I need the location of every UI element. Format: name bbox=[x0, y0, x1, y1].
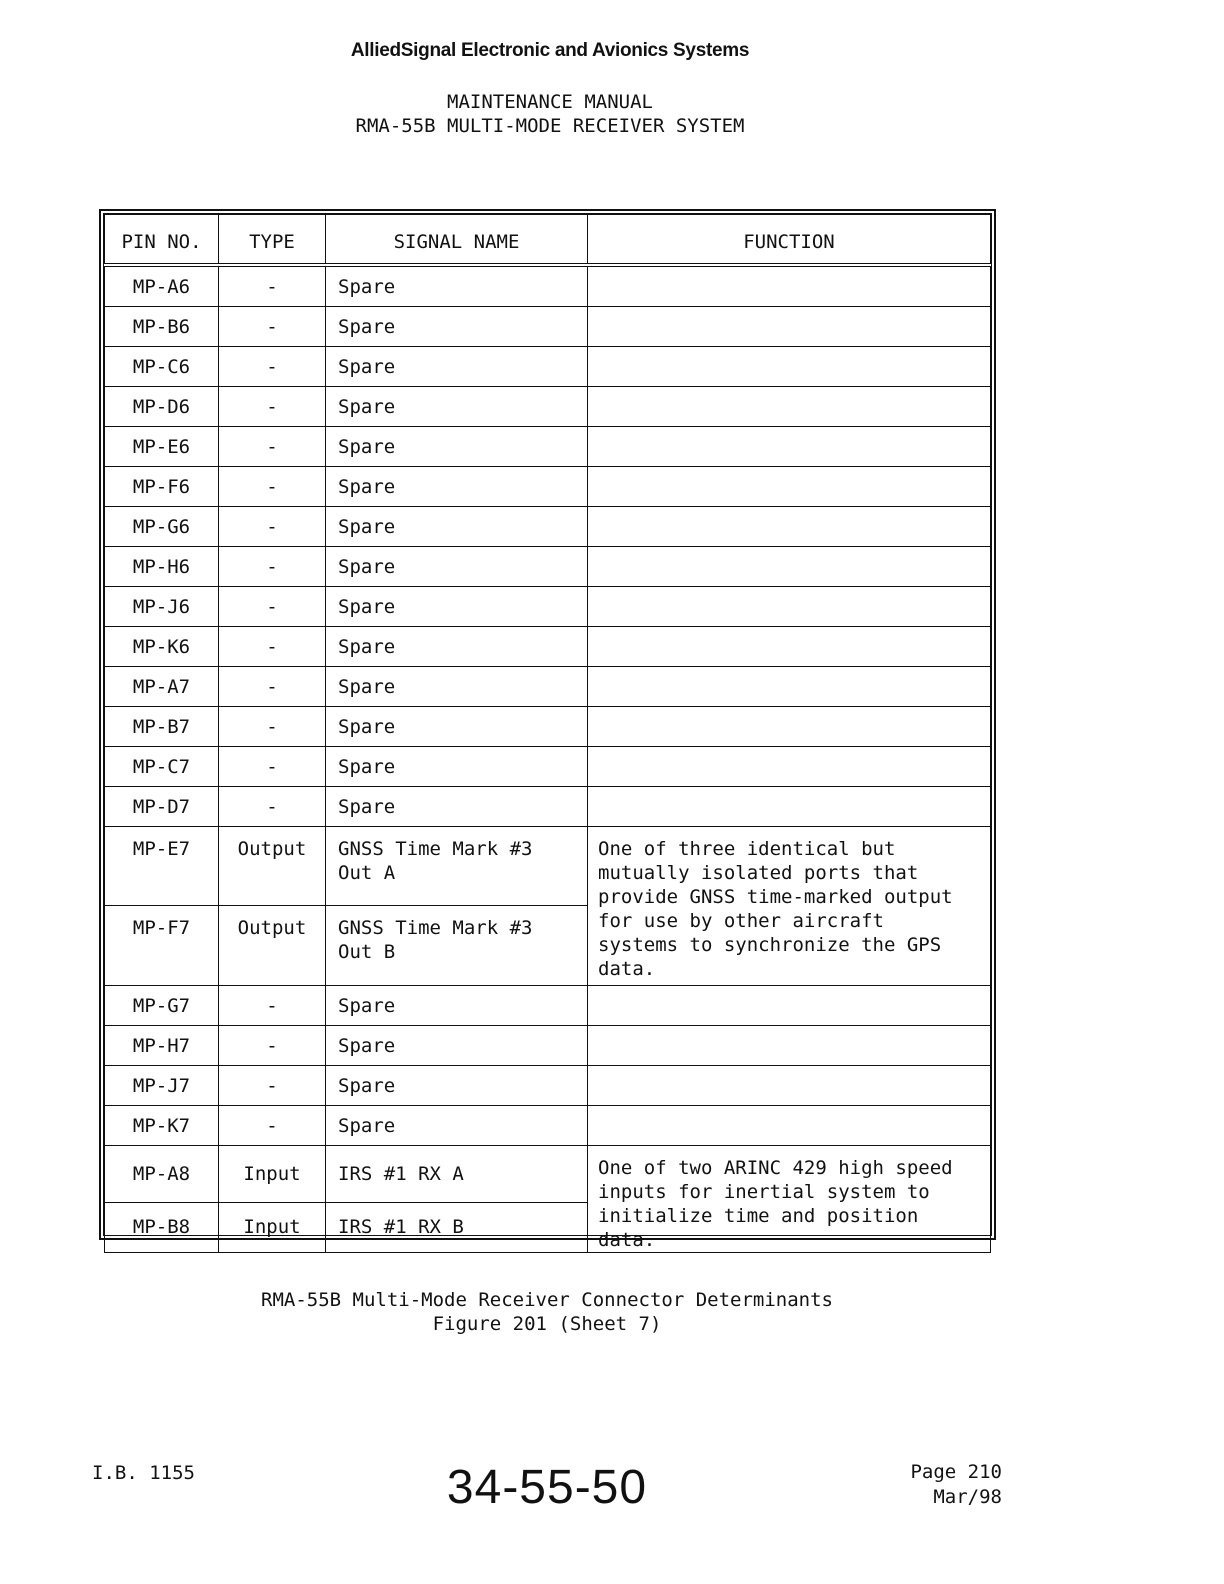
type-cell: - bbox=[219, 587, 326, 627]
signal-cell: Spare bbox=[326, 265, 588, 307]
signal-cell: Spare bbox=[326, 467, 588, 507]
col-header-pin: PIN NO. bbox=[105, 215, 219, 266]
table-row bbox=[105, 986, 991, 1026]
table-row bbox=[105, 747, 991, 787]
table-row bbox=[105, 307, 991, 347]
signal-cell: Spare bbox=[326, 307, 588, 347]
function-cell bbox=[588, 1106, 991, 1146]
table-row bbox=[105, 1026, 991, 1066]
pin-cell: MP-D6 bbox=[105, 387, 219, 427]
pin-cell: MP-E6 bbox=[105, 427, 219, 467]
company-header: AlliedSignal Electronic and Avionics Systems bbox=[350, 40, 750, 61]
function-cell-gnss bbox=[588, 827, 991, 986]
document-number: 34-55-50 bbox=[446, 1461, 648, 1514]
function-cell bbox=[588, 667, 991, 707]
function-line: One of two ARINC 429 high speed bbox=[598, 1157, 953, 1179]
signal-line: Out A bbox=[338, 862, 396, 884]
type-cell: - bbox=[219, 1026, 326, 1066]
function-cell bbox=[588, 1026, 991, 1066]
type-cell: - bbox=[219, 787, 326, 827]
table-row bbox=[105, 1146, 991, 1203]
signal-cell: Spare bbox=[326, 787, 588, 827]
signal-line: GNSS Time Mark #3 bbox=[338, 917, 533, 939]
type-cell: - bbox=[219, 467, 326, 507]
pin-cell: MP-F6 bbox=[105, 467, 219, 507]
page-date: Mar/98 bbox=[933, 1486, 1002, 1508]
pin-cell: MP-D7 bbox=[105, 787, 219, 827]
function-cell bbox=[588, 427, 991, 467]
type-cell: - bbox=[219, 427, 326, 467]
table-row bbox=[105, 265, 991, 307]
type-cell: - bbox=[219, 1066, 326, 1106]
table-row bbox=[105, 787, 991, 827]
function-cell bbox=[588, 587, 991, 627]
ib-number: I.B. 1155 bbox=[92, 1462, 195, 1484]
type-cell: - bbox=[219, 507, 326, 547]
signal-cell: Spare bbox=[326, 667, 588, 707]
table-row bbox=[105, 587, 991, 627]
table-row bbox=[105, 467, 991, 507]
pin-cell: MP-F7 bbox=[105, 906, 219, 986]
type-cell: Input bbox=[219, 1202, 326, 1252]
figure-caption bbox=[0, 1288, 1094, 1336]
type-cell: Output bbox=[219, 906, 326, 986]
function-cell bbox=[588, 307, 991, 347]
caption-title: RMA-55B Multi-Mode Receiver Connector Determinants bbox=[261, 1289, 833, 1311]
signal-line: Out B bbox=[338, 941, 396, 963]
manual-title-line2: RMA-55B MULTI-MODE RECEIVER SYSTEM bbox=[355, 115, 745, 137]
type-cell: - bbox=[219, 627, 326, 667]
function-cell bbox=[588, 265, 991, 307]
function-cell bbox=[588, 387, 991, 427]
signal-cell: Spare bbox=[326, 427, 588, 467]
signal-cell: Spare bbox=[326, 1066, 588, 1106]
function-line: inputs for inertial system to bbox=[598, 1181, 930, 1203]
function-cell bbox=[588, 627, 991, 667]
pin-cell: MP-C6 bbox=[105, 347, 219, 387]
type-cell: Output bbox=[219, 827, 326, 906]
table-row bbox=[105, 707, 991, 747]
signal-cell: Spare bbox=[326, 707, 588, 747]
pin-cell: MP-G7 bbox=[105, 986, 219, 1026]
function-cell bbox=[588, 467, 991, 507]
function-cell bbox=[588, 787, 991, 827]
signal-cell: Spare bbox=[326, 507, 588, 547]
pin-cell: MP-B8 bbox=[105, 1202, 219, 1252]
table-row bbox=[105, 827, 991, 906]
manual-title bbox=[0, 90, 1100, 138]
signal-cell: Spare bbox=[326, 747, 588, 787]
pin-cell: MP-A8 bbox=[105, 1146, 219, 1203]
function-cell bbox=[588, 347, 991, 387]
pin-cell: MP-A7 bbox=[105, 667, 219, 707]
function-line: data. bbox=[598, 958, 656, 980]
pin-cell: MP-G6 bbox=[105, 507, 219, 547]
signal-cell: Spare bbox=[326, 1026, 588, 1066]
type-cell: - bbox=[219, 747, 326, 787]
function-cell bbox=[588, 747, 991, 787]
function-cell bbox=[588, 547, 991, 587]
type-cell: - bbox=[219, 667, 326, 707]
type-cell: - bbox=[219, 707, 326, 747]
pin-table bbox=[104, 214, 991, 1253]
signal-cell: IRS #1 RX A bbox=[326, 1146, 588, 1203]
signal-cell: Spare bbox=[326, 547, 588, 587]
type-cell: - bbox=[219, 347, 326, 387]
table-row bbox=[105, 627, 991, 667]
table-row bbox=[105, 347, 991, 387]
pin-table-frame bbox=[99, 209, 996, 1251]
pin-cell: MP-C7 bbox=[105, 747, 219, 787]
function-line: systems to synchronize the GPS bbox=[598, 934, 942, 956]
pin-cell: MP-H6 bbox=[105, 547, 219, 587]
type-cell: - bbox=[219, 547, 326, 587]
pin-cell: MP-J7 bbox=[105, 1066, 219, 1106]
type-cell: - bbox=[219, 387, 326, 427]
table-row bbox=[105, 547, 991, 587]
signal-cell: Spare bbox=[326, 986, 588, 1026]
pin-cell: MP-J6 bbox=[105, 587, 219, 627]
col-header-type: TYPE bbox=[219, 215, 326, 266]
signal-cell bbox=[326, 906, 588, 986]
table-header-row bbox=[105, 215, 991, 266]
col-header-signal: SIGNAL NAME bbox=[326, 215, 588, 266]
function-cell bbox=[588, 986, 991, 1026]
table-row bbox=[105, 427, 991, 467]
type-cell: - bbox=[219, 265, 326, 307]
pin-cell: MP-B6 bbox=[105, 307, 219, 347]
signal-line: GNSS Time Mark #3 bbox=[338, 838, 533, 860]
function-line: mutually isolated ports that bbox=[598, 862, 919, 884]
signal-cell: IRS #1 RX B bbox=[326, 1202, 588, 1252]
table-row bbox=[105, 1066, 991, 1106]
function-line: initialize time and position bbox=[598, 1205, 919, 1227]
type-cell: - bbox=[219, 1106, 326, 1146]
function-line: One of three identical but bbox=[598, 838, 896, 860]
table-row bbox=[105, 507, 991, 547]
signal-cell: Spare bbox=[326, 587, 588, 627]
pin-cell: MP-A6 bbox=[105, 265, 219, 307]
table-row bbox=[105, 1106, 991, 1146]
pin-cell: MP-K6 bbox=[105, 627, 219, 667]
function-cell bbox=[588, 507, 991, 547]
pin-cell: MP-H7 bbox=[105, 1026, 219, 1066]
type-cell: - bbox=[219, 307, 326, 347]
signal-cell: Spare bbox=[326, 627, 588, 667]
pin-cell: MP-E7 bbox=[105, 827, 219, 906]
pin-cell: MP-B7 bbox=[105, 707, 219, 747]
signal-cell bbox=[326, 827, 588, 906]
signal-cell: Spare bbox=[326, 1106, 588, 1146]
caption-figure-number: Figure 201 (Sheet 7) bbox=[432, 1313, 662, 1335]
function-line: data. bbox=[598, 1229, 656, 1251]
table-row bbox=[105, 387, 991, 427]
signal-cell: Spare bbox=[326, 347, 588, 387]
col-header-function: FUNCTION bbox=[588, 215, 991, 266]
function-cell-irs bbox=[588, 1146, 991, 1253]
type-cell: Input bbox=[219, 1146, 326, 1203]
table-row bbox=[105, 667, 991, 707]
function-cell bbox=[588, 707, 991, 747]
function-line: provide GNSS time-marked output bbox=[598, 886, 953, 908]
function-cell bbox=[588, 1066, 991, 1106]
type-cell: - bbox=[219, 986, 326, 1026]
manual-title-line1: MAINTENANCE MANUAL bbox=[447, 91, 653, 113]
function-line: for use by other aircraft bbox=[598, 910, 884, 932]
pin-cell: MP-K7 bbox=[105, 1106, 219, 1146]
page-info bbox=[860, 1460, 1002, 1510]
page-number: Page 210 bbox=[910, 1461, 1002, 1483]
signal-cell: Spare bbox=[326, 387, 588, 427]
